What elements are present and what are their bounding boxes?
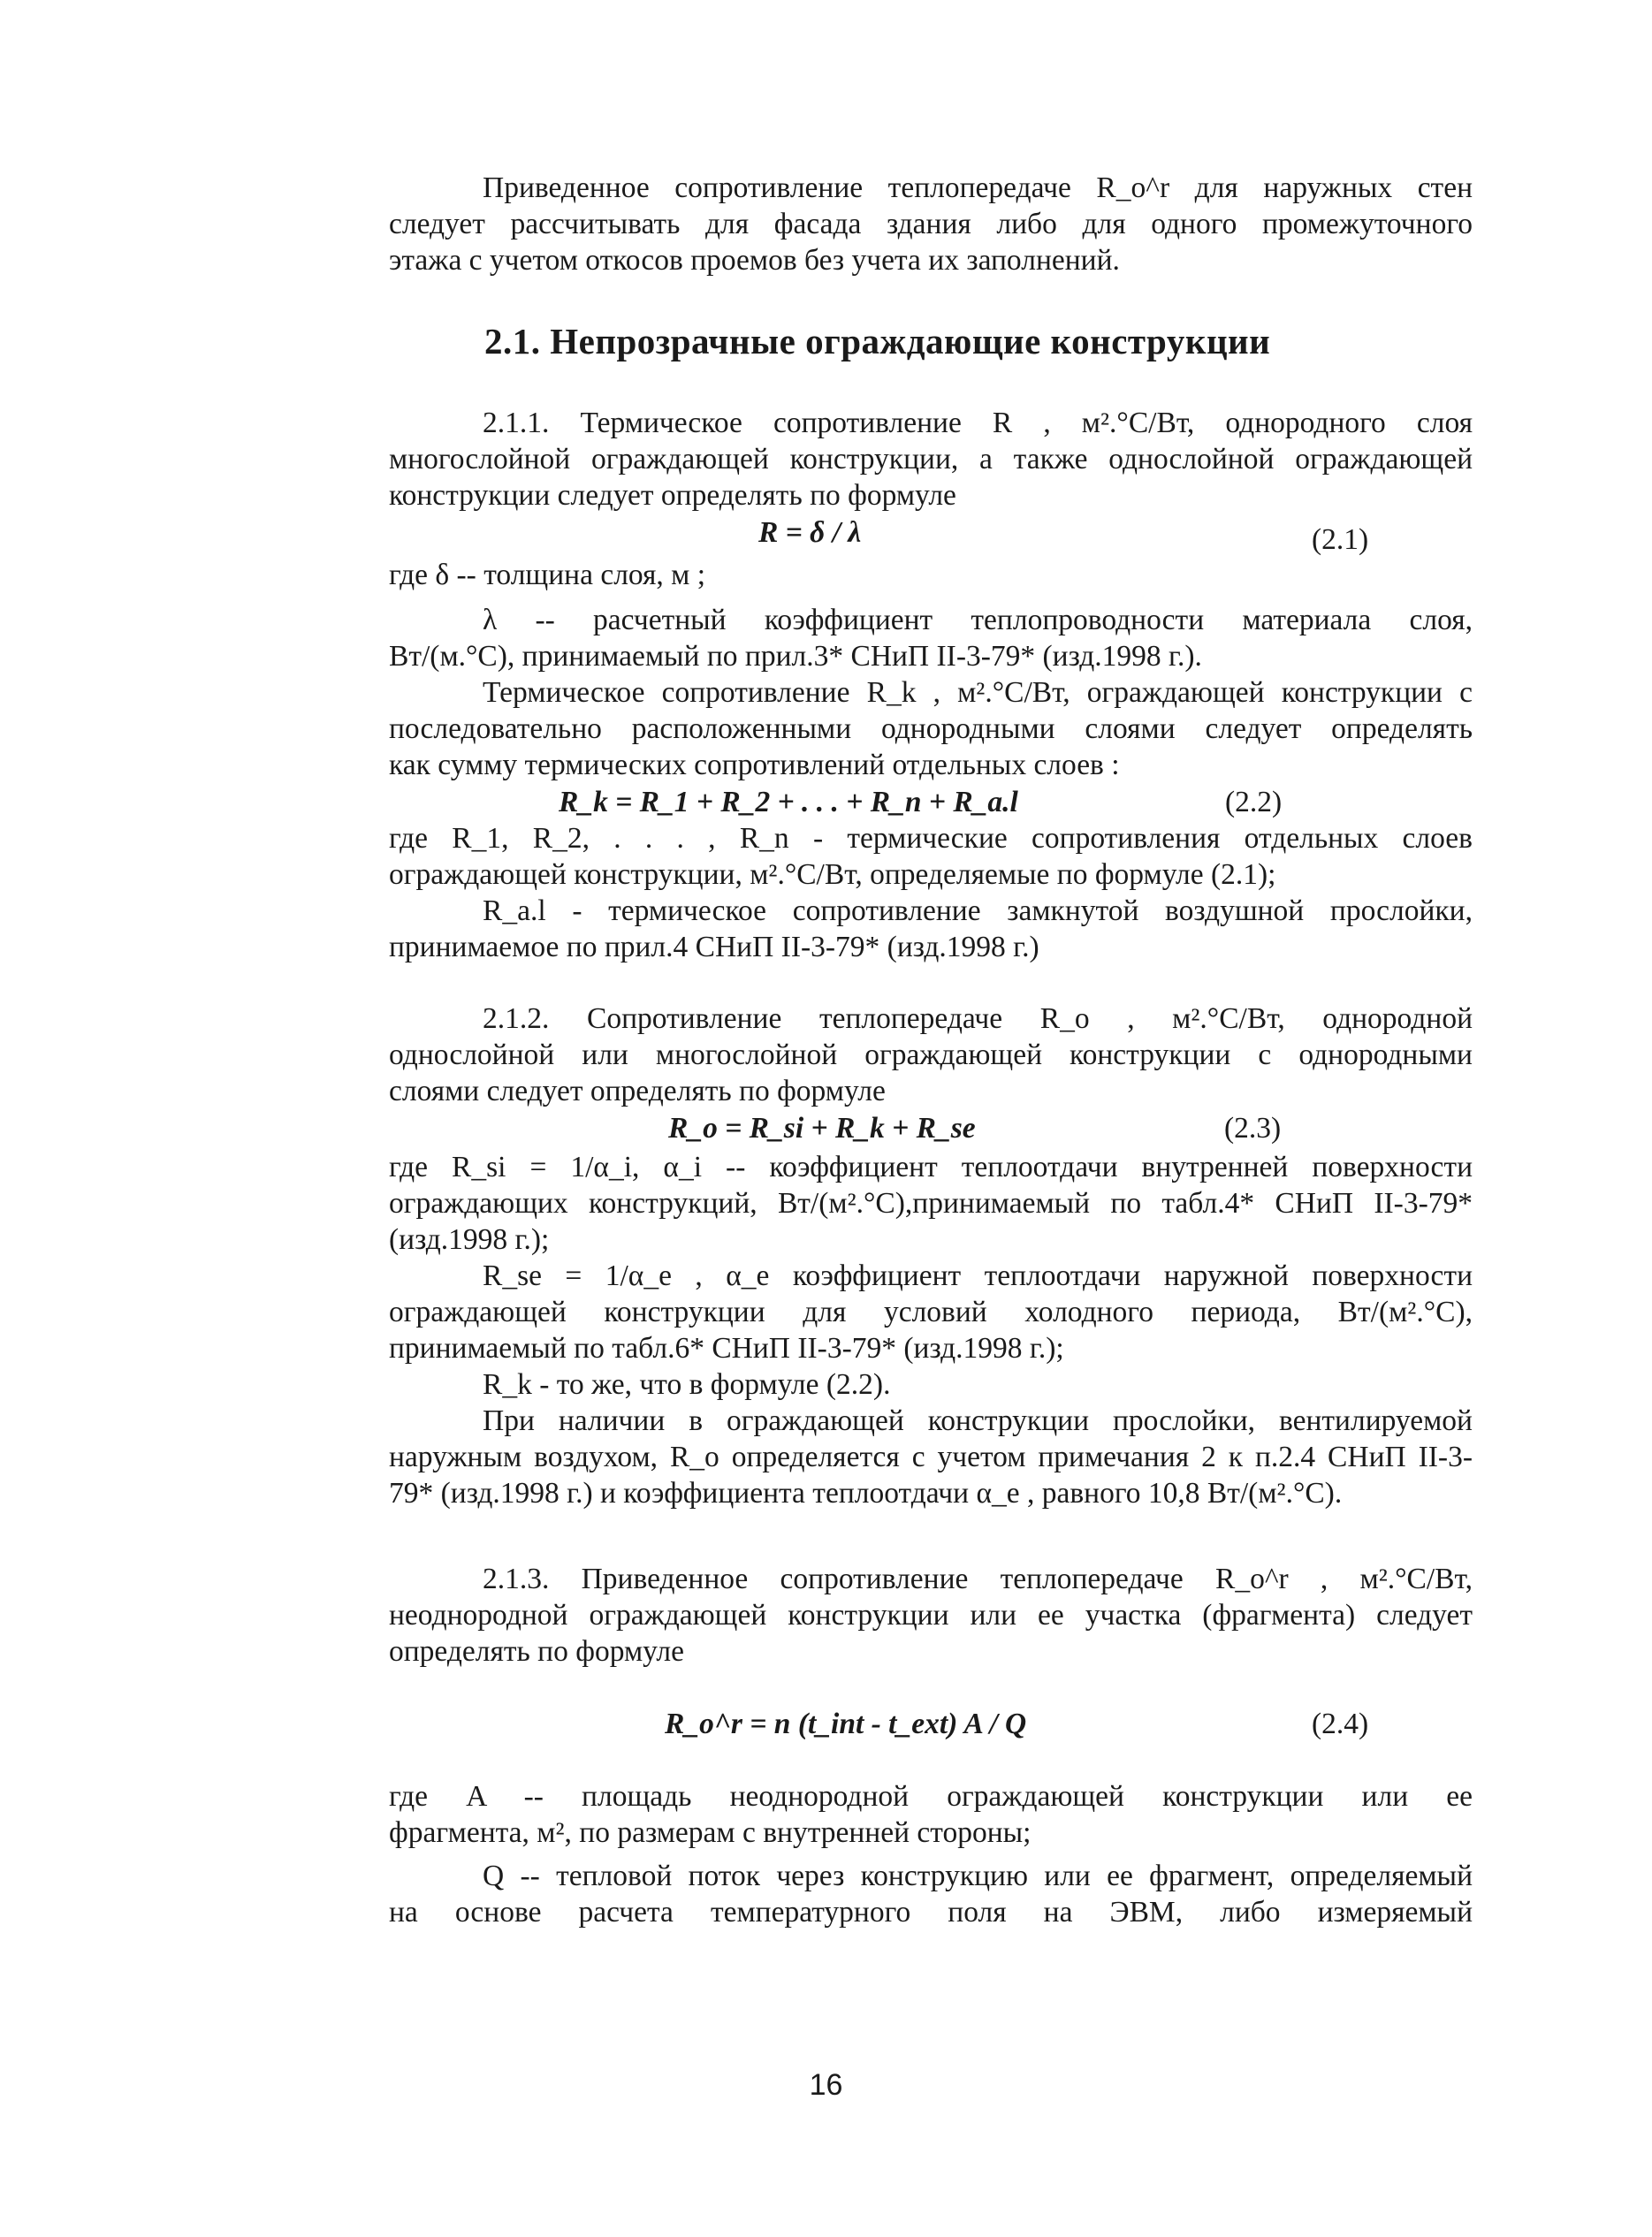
text-line: как сумму термических сопротивлений отдельных слоев : (389, 749, 1120, 781)
definitions-2-1 (389, 557, 1473, 783)
text-line: 2.1.1. Термическое сопротивление R , м².°С/Вт, однородного слоя (483, 407, 1473, 439)
intro-paragraph (389, 170, 1473, 278)
text-line: фрагмента, м², по размерам с внутренней стороны; (389, 1816, 1032, 1849)
equation-number: (2.4) (1312, 1708, 1369, 1740)
text-line: принимаемое по прил.4 СНиП II-3-79* (изд.1998 г.) (389, 931, 1039, 963)
equation-number: (2.1) (1312, 523, 1369, 556)
text-line: Приведенное сопротивление теплопередаче R_o^r для наружных стен (483, 171, 1473, 204)
text-line: Термическое сопротивление R_k , м².°С/Вт, ограждающей конструкции с (483, 676, 1473, 709)
text-line: 2.1.2. Сопротивление теплопередаче R_o , м².°С/Вт, однородной (483, 1002, 1473, 1035)
page-number: 16 (809, 2068, 843, 2102)
paragraph-2-1-2 (389, 1001, 1473, 1109)
section-heading: 2.1. Непрозрачные ограждающие конструкции (484, 321, 1271, 361)
text-line: многослойной ограждающей конструкции, а также однослойной ограждающей (389, 443, 1473, 476)
text-line: ограждающей конструкции для условий холодного периода, Вт/(м².°С), (389, 1296, 1473, 1328)
text-line: следует рассчитывать для фасада здания либо для одного промежуточного (389, 208, 1473, 240)
text-line: 2.1.3. Приведенное сопротивление теплопередаче R_o^r , м².°С/Вт, (483, 1563, 1473, 1595)
text-line: R_se = 1/α_e , α_e коэффициент теплоотдачи наружной поверхности (483, 1259, 1473, 1292)
text-line: однослойной или многослойной ограждающей конструкции с однородными (389, 1039, 1473, 1071)
definitions-2-2 (389, 820, 1473, 965)
text-line: слоями следует определять по формуле (389, 1075, 886, 1107)
text-line: наружным воздухом, R_o определяется с учетом примечания 2 к п.2.4 СНиП II-3- (389, 1441, 1473, 1473)
formula-2-3: R_o = R_si + R_k + R_se (668, 1112, 976, 1145)
text-line: R_a.l - термическое сопротивление замкнутой воздушной прослойки, (483, 894, 1473, 927)
text-line: R_k - то же, что в формуле (2.2). (483, 1368, 891, 1401)
text-line: последовательно расположенными однородными слоями следует определять (389, 712, 1473, 745)
equation-number: (2.2) (1225, 786, 1283, 818)
equation-number: (2.3) (1224, 1112, 1282, 1145)
text-line: где R_si = 1/α_i, α_i -- коэффициент теплоотдачи внутренней поверхности (389, 1151, 1473, 1183)
text-line: принимаемый по табл.6* СНиП II-3-79* (изд.1998 г.); (389, 1332, 1064, 1365)
formula-2-4: R_o^r = n (t_int - t_ext) A / Q (665, 1708, 1027, 1740)
paragraph-2-1-1 (389, 405, 1473, 514)
text-line: неоднородной ограждающей конструкции или ее участка (фрагмента) следует (389, 1599, 1473, 1632)
formula-2-2: R_k = R_1 + R_2 + . . . + R_n + R_a.l (559, 786, 1018, 818)
text-line: где A -- площадь неоднородной ограждающей конструкции или ее (389, 1780, 1473, 1813)
text-line: 79* (изд.1998 г.) и коэффициента теплоотдачи α_e , равного 10,8 Вт/(м².°С). (389, 1477, 1343, 1510)
text-line: где δ -- толщина слоя, м ; (389, 559, 706, 591)
text-line: на основе расчета температурного поля на ЭВМ, либо измеряемый (389, 1896, 1473, 1929)
text-line: конструкции следует определять по формуле (389, 479, 956, 512)
text-line: (изд.1998 г.); (389, 1223, 550, 1256)
text-line: ограждающих конструкций, Вт/(м².°С),принимаемый по табл.4* СНиП II-3-79* (389, 1187, 1473, 1220)
text-line: λ -- расчетный коэффициент теплопроводности материала слоя, (483, 604, 1473, 636)
text-line: определять по формуле (389, 1635, 685, 1668)
definitions-2-3 (389, 1149, 1473, 1511)
text-line: этажа с учетом откосов проемов без учета их заполнений. (389, 244, 1120, 277)
text-line: где R_1, R_2, . . . , R_n - термические сопротивления отдельных слоев (389, 822, 1473, 855)
text-line: При наличии в ограждающей конструкции прослойки, вентилируемой (483, 1404, 1473, 1437)
formula-2-1: R = δ / λ (758, 516, 862, 549)
definitions-2-4 (389, 1778, 1473, 1930)
paragraph-2-1-3 (389, 1561, 1473, 1670)
text-line: Вт/(м.°С), принимаемый по прил.3* СНиП II-3-79* (изд.1998 г.). (389, 640, 1202, 673)
text-line: Q -- тепловой поток через конструкцию или ее фрагмент, определяемый (483, 1860, 1473, 1892)
text-line: ограждающей конструкции, м².°С/Вт, определяемые по формуле (2.1); (389, 858, 1276, 891)
